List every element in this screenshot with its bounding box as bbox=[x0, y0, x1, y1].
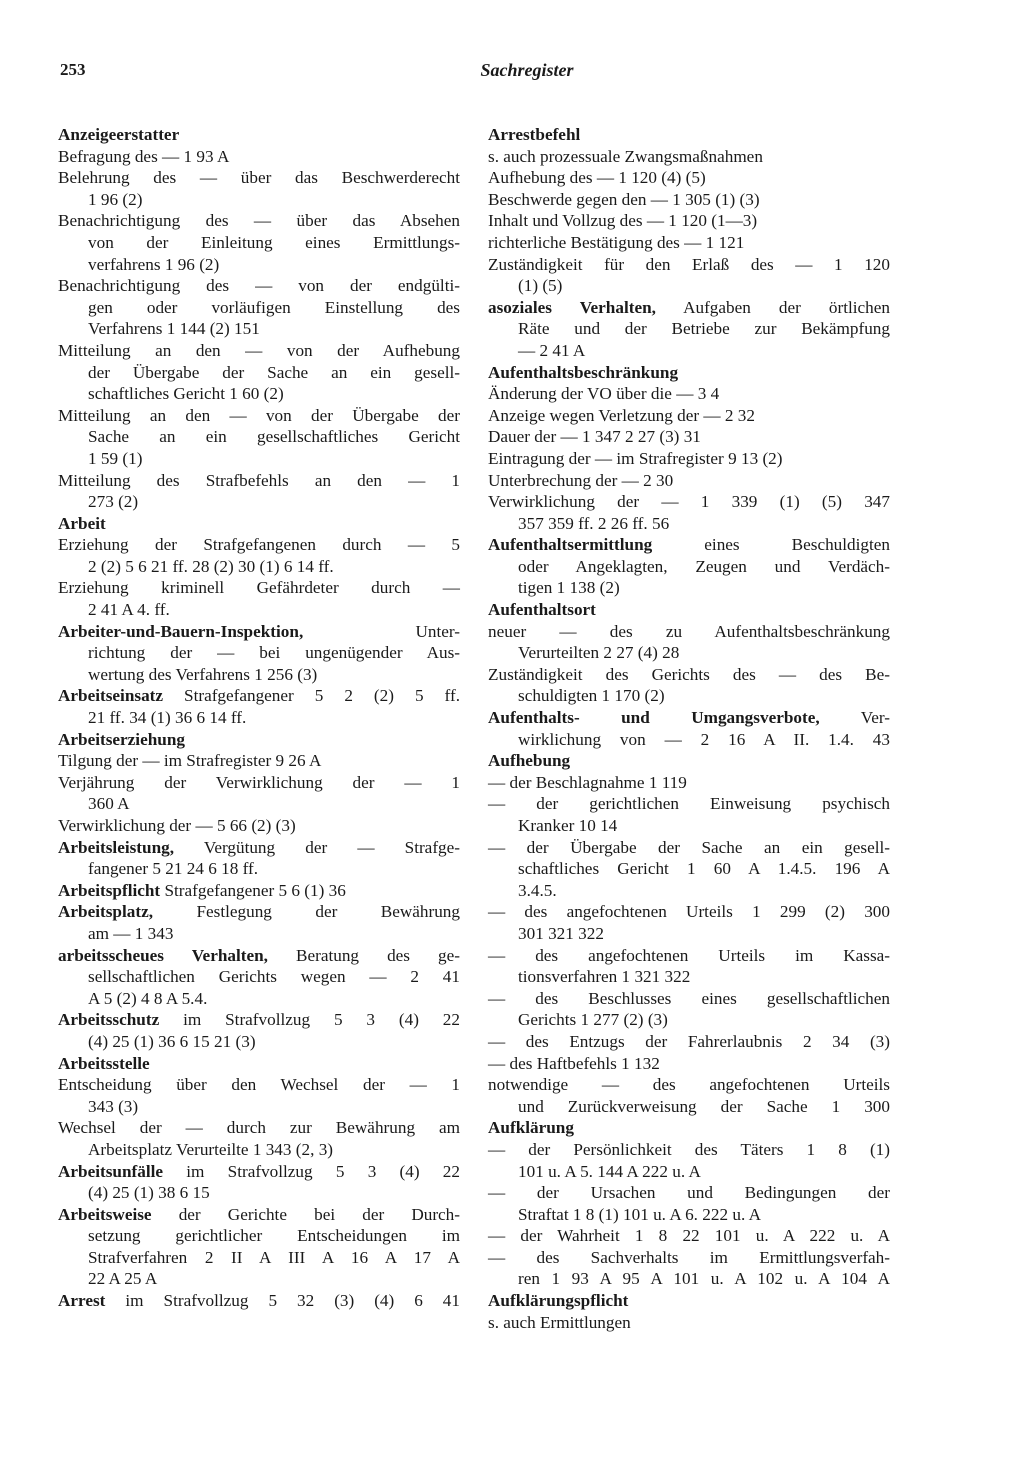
index-headword: Arbeitsplatz, bbox=[58, 902, 153, 922]
index-entry bbox=[58, 837, 460, 859]
index-entry-text: im Strafvollzug 5 3 (4) 22 bbox=[159, 1010, 460, 1030]
index-subentry: — der Übergabe der Sache an ein gesell- bbox=[488, 837, 890, 857]
index-entry-text: Beratung des ge- bbox=[267, 945, 460, 965]
index-entry-text: eines Beschuldigten bbox=[652, 535, 890, 555]
index-continuation: richtung der — bei ungenügender Aus- bbox=[88, 643, 460, 663]
index-subentry: Tilgung der — im Strafregister 9 26 A bbox=[58, 751, 322, 771]
index-subentry: Anzeige wegen Verletzung der — 2 32 bbox=[488, 405, 755, 425]
index-headword: arbeitsscheues Verhalten, bbox=[58, 945, 268, 965]
index-continuation: 360 A bbox=[88, 794, 130, 814]
index-continuation: 2 (2) 5 6 21 ff. 28 (2) 30 (1) 6 14 ff. bbox=[88, 556, 334, 576]
index-continuation: Räte und der Betriebe zur Bekämpfung bbox=[518, 319, 890, 339]
index-subentry: — des Entzugs der Fahrerlaubnis 2 34 (3) bbox=[488, 1031, 890, 1051]
index-subentry: Zuständigkeit für den Erlaß des — 1 120 bbox=[488, 254, 890, 274]
index-subentry: Verwirklichung der — 1 339 (1) (5) 347 bbox=[488, 492, 890, 512]
index-subentry: — der Wahrheit 1 8 22 101 u. A 222 u. A bbox=[488, 1226, 890, 1246]
index-entry-text: Vergütung der — Strafge- bbox=[174, 837, 460, 857]
index-headword: Aufenthaltsort bbox=[488, 600, 596, 620]
index-subentry: Erziehung der Strafgefangenen durch — 5 bbox=[58, 535, 460, 555]
index-continuation: 101 u. A 5. 144 A 222 u. A bbox=[518, 1161, 701, 1181]
index-continuation: gen oder vorläufigen Einstellung des bbox=[88, 297, 460, 317]
index-continuation: 2 41 A 4. ff. bbox=[88, 600, 170, 620]
index-subentry: — des Beschlusses eines gesellschaftlichen bbox=[488, 988, 890, 1008]
index-subentry: s. auch Ermittlungen bbox=[488, 1312, 631, 1332]
index-headword: Arbeitsweise bbox=[58, 1204, 152, 1224]
index-continuation: 1 59 (1) bbox=[88, 448, 143, 468]
index-subentry: — des angefochtenen Urteils im Kassa- bbox=[488, 945, 890, 965]
index-continuation: 343 (3) bbox=[88, 1096, 139, 1116]
index-continuation: tionsverfahren 1 321 322 bbox=[518, 967, 691, 987]
index-headword: Arrest bbox=[58, 1291, 106, 1311]
index-subentry: Belehrung des — über das Beschwerderecht bbox=[58, 168, 460, 188]
index-continuation: schaftliches Gericht 1 60 (2) bbox=[88, 384, 284, 404]
index-subentry: — der Beschlagnahme 1 119 bbox=[488, 772, 687, 792]
index-subentry: Aufhebung des — 1 120 (4) (5) bbox=[488, 168, 706, 188]
index-entry bbox=[488, 297, 890, 319]
index-continuation: A 5 (2) 4 8 A 5.4. bbox=[88, 988, 208, 1008]
index-headword: Arbeitspflicht bbox=[58, 880, 161, 900]
index-headword: Aufklärungspflicht bbox=[488, 1291, 629, 1311]
index-headword: Aufenthalts- und Umgangsverbote, bbox=[488, 708, 820, 728]
index-entry-text: im Strafvollzug 5 32 (3) (4) 6 41 bbox=[105, 1291, 460, 1311]
index-subentry: — der gerichtlichen Einweisung psychisch bbox=[488, 794, 890, 814]
index-continuation: Verfahrens 1 144 (2) 151 bbox=[88, 319, 260, 339]
index-headword: Arbeitsstelle bbox=[58, 1053, 150, 1073]
index-continuation: — 2 41 A bbox=[518, 340, 586, 360]
index-subentry: Mitteilung des Strafbefehls an den — 1 bbox=[58, 470, 460, 490]
index-entry-text: Unter- bbox=[303, 621, 460, 641]
index-continuation: 22 A 25 A bbox=[88, 1269, 158, 1289]
index-entry bbox=[58, 945, 460, 967]
index-entry-text: Ver- bbox=[819, 708, 890, 728]
index-subentry: Benachrichtigung des — von der endgülti- bbox=[58, 276, 460, 296]
index-continuation: setzung gerichtlicher Entscheidungen im bbox=[88, 1226, 460, 1246]
index-continuation: (1) (5) bbox=[518, 276, 563, 296]
index-column-left bbox=[58, 124, 460, 1312]
index-entry bbox=[58, 1204, 460, 1226]
index-subentry: Änderung der VO über die — 3 4 bbox=[488, 384, 720, 404]
index-subentry: richterliche Bestätigung des — 1 121 bbox=[488, 232, 745, 252]
index-subentry: Mitteilung an den — von der Übergabe der bbox=[58, 405, 460, 425]
index-entry-text: der Gerichte bei der Durch- bbox=[151, 1204, 460, 1224]
index-continuation: oder Angeklagten, Zeugen und Verdäch- bbox=[518, 556, 890, 576]
index-continuation: Kranker 10 14 bbox=[518, 816, 618, 835]
index-continuation: 273 (2) bbox=[88, 492, 139, 512]
index-subentry: Erziehung kriminell Gefährdeter durch — bbox=[58, 578, 460, 598]
index-headword: Aufenthaltsermittlung bbox=[488, 535, 653, 555]
index-headword: Aufenthaltsbeschränkung bbox=[488, 362, 679, 382]
index-continuation: der Übergabe der Sache an ein gesell- bbox=[88, 362, 460, 382]
index-continuation: tigen 1 138 (2) bbox=[518, 578, 620, 598]
index-continuation: Straftat 1 8 (1) 101 u. A 6. 222 u. A bbox=[518, 1204, 761, 1224]
index-subentry: Verwirklichung der — 5 66 (2) (3) bbox=[58, 816, 296, 835]
index-subentry: Inhalt und Vollzug des — 1 120 (1—3) bbox=[488, 211, 758, 231]
index-continuation: Sache an ein gesellschaftliches Gericht bbox=[88, 427, 460, 447]
index-continuation: und Zurückverweisung der Sache 1 300 bbox=[518, 1096, 890, 1116]
index-headword: Anzeigeerstatter bbox=[58, 125, 180, 144]
index-subentry: Verjährung der Verwirklichung der — 1 bbox=[58, 772, 460, 792]
index-headword: asoziales Verhalten, bbox=[488, 297, 656, 317]
index-entry bbox=[58, 1009, 460, 1031]
index-continuation: Arbeitsplatz Verurteilte 1 343 (2, 3) bbox=[88, 1139, 334, 1159]
index-continuation: (4) 25 (1) 36 6 15 21 (3) bbox=[88, 1031, 256, 1051]
index-continuation: ren 1 93 A 95 A 101 u. A 102 u. A 104 A bbox=[518, 1269, 890, 1289]
index-headword: Arbeitsschutz bbox=[58, 1010, 160, 1030]
index-column-right bbox=[488, 124, 890, 1333]
index-subentry: Dauer der — 1 347 2 27 (3) 31 bbox=[488, 427, 701, 447]
index-headword: Aufklärung bbox=[488, 1118, 574, 1138]
index-continuation: Gerichts 1 277 (2) (3) bbox=[518, 1010, 668, 1030]
index-continuation: am — 1 343 bbox=[88, 923, 174, 943]
running-head: Sachregister bbox=[480, 60, 574, 80]
index-entry-text: im Strafvollzug 5 3 (4) 22 bbox=[163, 1161, 460, 1181]
index-entry bbox=[58, 1290, 460, 1312]
index-subentry: notwendige — des angefochtenen Urteils bbox=[488, 1075, 890, 1095]
index-subentry: — der Ursachen und Bedingungen der bbox=[488, 1183, 890, 1203]
index-headword: Arbeitsleistung, bbox=[58, 837, 175, 857]
index-continuation: 21 ff. 34 (1) 36 6 14 ff. bbox=[88, 708, 247, 728]
index-subentry: Beschwerde gegen den — 1 305 (1) (3) bbox=[488, 189, 760, 209]
index-subentry: — der Persönlichkeit des Täters 1 8 (1) bbox=[488, 1139, 890, 1159]
index-headword: Arbeiter-und-Bauern-Inspektion, bbox=[58, 621, 304, 641]
index-subentry: neuer — des zu Aufenthaltsbeschränkung bbox=[488, 621, 890, 641]
index-headword: Aufhebung bbox=[488, 751, 571, 771]
index-entry bbox=[488, 534, 890, 556]
index-subentry: Zuständigkeit des Gerichts des — des Be- bbox=[488, 664, 890, 684]
index-subentry: — des Haftbefehls 1 132 bbox=[488, 1053, 660, 1073]
index-entry bbox=[488, 707, 890, 729]
index-subentry: Befragung des — 1 93 A bbox=[58, 146, 230, 166]
index-continuation: Verurteilten 2 27 (4) 28 bbox=[518, 643, 680, 663]
index-subentry: Wechsel der — durch zur Bewährung am bbox=[58, 1118, 460, 1138]
index-continuation: 301 321 322 bbox=[518, 923, 604, 943]
index-subentry: Mitteilung an den — von der Aufhebung bbox=[58, 340, 460, 360]
index-subentry: Eintragung der — im Strafregister 9 13 (2) bbox=[488, 448, 783, 468]
index-continuation: Strafverfahren 2 II A III A 16 A 17 A bbox=[88, 1247, 460, 1267]
index-headword: Arrestbefehl bbox=[488, 125, 581, 144]
index-subentry: Benachrichtigung des — über das Absehen bbox=[58, 211, 460, 231]
index-headword: Arbeit bbox=[58, 513, 106, 533]
index-headword: Arbeitsunfälle bbox=[58, 1161, 164, 1181]
index-entry bbox=[58, 685, 460, 707]
index-entry-text: Aufgaben der örtlichen bbox=[655, 297, 890, 317]
page-number: 253 bbox=[60, 60, 86, 79]
index-continuation: schaftliches Gericht 1 60 A 1.4.5. 196 A bbox=[518, 859, 890, 879]
index-continuation: verfahrens 1 96 (2) bbox=[88, 254, 220, 274]
index-continuation: schuldigten 1 170 (2) bbox=[518, 686, 665, 706]
index-continuation: 357 359 ff. 2 26 ff. 56 bbox=[518, 513, 670, 533]
index-subentry: — des Sachverhalts im Ermittlungsverfah- bbox=[488, 1247, 890, 1267]
index-headword: Arbeitseinsatz bbox=[58, 686, 164, 706]
index-continuation: (4) 25 (1) 38 6 15 bbox=[88, 1183, 210, 1203]
index-entry bbox=[58, 880, 460, 902]
index-continuation: von der Einleitung eines Ermittlungs- bbox=[88, 232, 460, 252]
index-continuation: 3.4.5. bbox=[518, 880, 557, 900]
index-entry bbox=[58, 901, 460, 923]
index-subentry: s. auch prozessuale Zwangsmaßnahmen bbox=[488, 146, 763, 166]
index-continuation: wertung des Verfahrens 1 256 (3) bbox=[88, 664, 318, 684]
index-entry bbox=[58, 621, 460, 643]
index-entry bbox=[58, 1161, 460, 1183]
index-subentry: — des angefochtenen Urteils 1 299 (2) 300 bbox=[488, 902, 890, 922]
index-continuation: sellschaftlichen Gerichts wegen — 2 41 bbox=[88, 967, 460, 987]
index-entry-text: Festlegung der Bewährung bbox=[153, 902, 460, 922]
index-continuation: fangener 5 21 24 6 18 ff. bbox=[88, 859, 259, 879]
index-entry-text: Strafgefangener 5 6 (1) 36 bbox=[160, 880, 346, 900]
index-subentry: Entscheidung über den Wechsel der — 1 bbox=[58, 1075, 460, 1095]
index-continuation: 1 96 (2) bbox=[88, 189, 143, 209]
index-continuation: wirklichung von — 2 16 A II. 1.4. 43 bbox=[518, 729, 890, 749]
index-headword: Arbeitserziehung bbox=[58, 729, 185, 749]
index-subentry: Unterbrechung der — 2 30 bbox=[488, 470, 674, 490]
index-entry-text: Strafgefangener 5 2 (2) 5 ff. bbox=[163, 686, 460, 706]
